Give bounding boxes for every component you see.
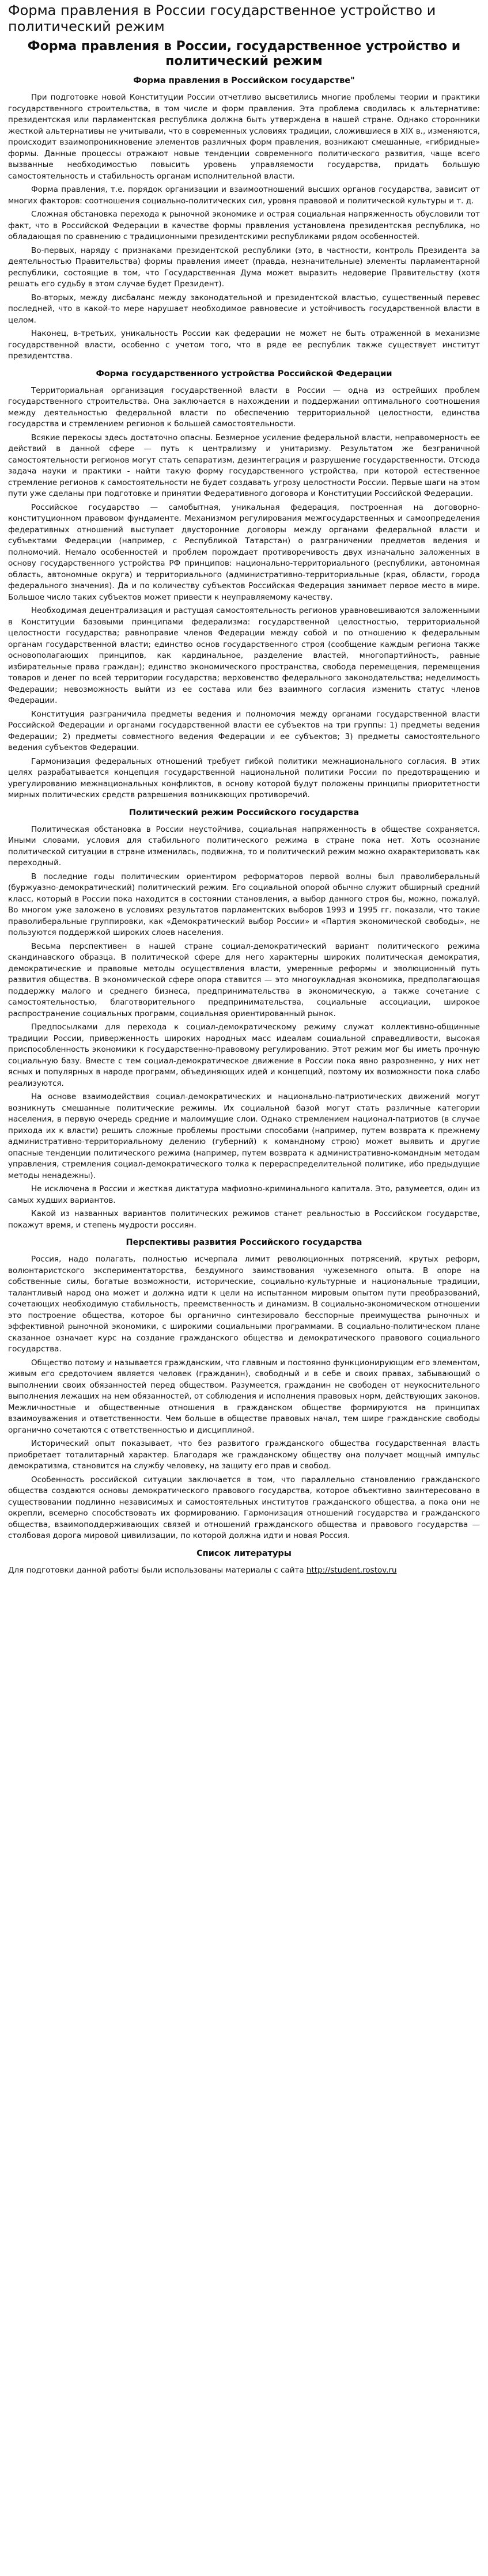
paragraph: Всякие перекосы здесь достаточно опасны. Безмерное усиление федеральной власти, неправомерность ее действий в данной сфере — путь к централизму и унитаризму. Результатом же безграничной самостоятельности регионов могут стать сепаратизм, дезинтеграция и разрушение государственности. Отсюда задача науки и практики - найти такую форму государственного устройства, при которой естественное стремление регионов к самостоятельности не будет создавать угрозу целостности России. Первые шаги на этом пути уже сделаны при подготовке и принятии Федеративного договора и Конституции Российской Федерации. [8, 433, 480, 498]
paragraph: Необходимая децентрализация и растущая самостоятельность регионов уравновешиваются заложенными в Конституции базовыми принципами федерализма: государственной целостностью, территориальной целостности государства; равноправие членов Федерации между собой и по отношению к федеральным органам государственной власти; единство основ государственного строя (сообщение каждым региона также основополагающих принципов, как кардинальное, разделение властей, многопартийность, равные избирательные права граждан); единство экономического пространства, свобода перемещения, перемещения товаров и денег по всей территории государства; верховенство федерального законодательства; неделимость Федерации; невозможность выйти из ее состава или без взаимного согласия изменить статус членов Федерации. [8, 606, 480, 705]
paragraph: Особенность российской ситуации заключается в том, что параллельно становлению гражданского общества создаются основы демократического правового государства, которое объективно заинтересовано в существовании подлинно независимых и самостоятельных институтов гражданского общества, а пока они не окрепли, всемерно способствовать их формированию. Гармонизация отношений государства и гражданского общества, взаимоподдерживающих связей и отношений гражданского общества и правового государства — столбовая дорога мировой цивилизации, по которой должна идти и новая Россия. [8, 1475, 480, 1540]
section-heading: Форма государственного устройства Российской Федерации [96, 369, 392, 378]
section-heading: Форма правления в Российском государстве" [133, 76, 355, 85]
paragraph: Территориальная организация государственной власти в России — одна из острейших проблем государственного строительства. Она заключается в нахождении и поддержании оптимального соотношения между деятельностью федеральной власти по обеспечению территориальной целостности, единства государства и стремлением регионов к большей самостоятельности. [8, 385, 480, 429]
paragraph: В последние годы политическим ориентиром реформаторов первой волны был праволиберальный (буржуазно-демократический) политический режим. Его социальной опорой обычно служит обширный средний класс, который в России пока находится в состоянии становления, а выбор данного строя бы, можно, пожалуй. Во многом уже заложено в условиях результатов парламентских выборов 1993 и 1995 гг. показали, что такие праволиберальные группировки, как «Демократический выбор России» и «Партия экономической свободы», не пользуются поддержкой широких слоев населения. [8, 872, 480, 937]
paragraph: Не исключена в России и жесткая диктатура мафиозно-криминального капитала. Это, разумеется, один из самых худших вариантов. [8, 1184, 480, 1205]
paragraph: Российское государство — самобытная, уникальная федерация, построенная на договорно-конституционном правовом фундаменте. Механизмом регулирования межгосударственных и самоопределения федеративных отношений выступает двусторонние договоры между органами федеральной власти и субъектами Федерации (например, с Республикой Татарстан) о разграничении предметов ведения и полномочий. Немало особенностей и проблем порождает противоречивость двух изначально заложенных в основу государственного устройства РФ принципов: национально-территориального (республики, автономная область, автономные округа) и территориального (административно-территориальные (края, области, города федерального значения). Да и по количеству субъектов Российская Федерация занимает первое место в мире. Большое число таких субъектов может привести к неуправляемому качеству. [8, 502, 480, 602]
document-body [8, 75, 480, 1559]
page-title: Форма правления в России государственное устройство и политический режим [8, 2, 436, 35]
paragraph: Гармонизация федеральных отношений требует гибкой политики межнационального согласия. В этих целях разрабатывается концепция государственной национальной политики России по предотвращению и урегулированию межнациональных конфликтов, в основу которой будут положены принципы приоритетности мирных политических средств разрешения возникающих противоречий. [8, 756, 480, 800]
paragraph: Во-первых, наряду с признаками президентской республики (это, в частности, контроль Президента за деятельностью Правительства) формы правления имеет (правда, незначительные) элементы парламентарной республики, состоящие в том, что Государственная Дума может выразить недоверие Правительству (хотя решать его судьбу в этом случае будет Президент). [8, 245, 480, 289]
paragraph: Исторический опыт показывает, что без развитого гражданского общества государственная власть приобретает тоталитарный характер. Благодаря же гражданскому обществу она получает мощный импульс демократизма, становится на службу человеку, на защиту его прав и свобод. [8, 1439, 480, 1471]
paragraph: Сложная обстановка перехода к рыночной экономике и острая социальная напряженность обусловили тот факт, что в Российской Федерации в качестве формы правления установлена президентская республика, но обладающая по сравнению с традиционными президентскими республиками рядом особенностей. [8, 210, 480, 241]
document-title: Форма правления в России, государственное устройство и политический режим [27, 39, 461, 69]
section-heading: Политический режим Российского государства [128, 808, 360, 817]
section-heading: Перспективы развития Российского государства [126, 1238, 362, 1247]
source-note [8, 1565, 480, 1577]
paragraph: При подготовке новой Конституции России отчетливо высветились многие проблемы теории и практики государственного строительства, в том числе и форм правления. Эта проблема сводилась к альтернативе: президентская или парламентская республика должна быть утверждена в нашей стране. Однако сторонники жесткой альтернативы не учитывали, что в современных условиях традиции, сложившиеся в XIX в., изменяются, происходит взаимопроникновение элементов различных форм правления, возникают смешанные, «гибридные» формы. Данные процессы отражают новые тенденции современного политического развития, чаще всего вызванные необходимостью повысить уровень управляемости государства, придать большую самостоятельность и стабильность органам исполнительной власти. [8, 93, 480, 181]
paragraph: Конституция разграничила предметы ведения и полномочия между органами государственной власти Российской Федерации и органами государственной власти ее субъектов на три группы: 1) предметы ведения Федерации; 2) предметы совместного ведения Федерации и ее субъектов; 3) предметы самостоятельного ведения субъектов Федерации. [8, 709, 480, 752]
document-page [8, 0, 480, 1576]
source-text: Для подготовки данной работы были использованы материалы с сайта [8, 1565, 307, 1575]
paragraph: Во-вторых, между дисбаланс между законодательной и президентской властью, существенный перевес последней, что в какой-то мере нарушает необходимое равновесие и устойчивость государственной власти в целом. [8, 293, 480, 325]
paragraph: Форма правления, т.е. порядок организации и взаимоотношений высших органов государства, зависит от многих факторов: соотношения социально-политических сил, уровня правовой и политической культуры и т. д. [8, 185, 480, 206]
paragraph: Общество потому и называется гражданским, что главным и постоянно функционирующим его элементом, живым его средоточием является человек (гражданин), свободный и в себе и своих правах, забывающий о выполнении своих обязанностей перед обществом. Разумеется, гражданин не свободен от неукоснительного выполнения лежащих на нем обязанностей, от соблюдения и исполнения правовых норм, действующих законов. Межличностные и общественные отношения в гражданском обществе формируются на принципах взаимоуважения и ответственности. Чем больше в обществе правовых начал, тем шире гражданские свободы органично сочетаются с ответственностью и дисциплиной. [8, 1358, 480, 1435]
paragraph: Предпосылками для перехода к социал-демократическому режиму служат коллективно-общинные традиции России, приверженность широких народных масс идеалам социальной справедливости, высокая приспособленность экономики к государственно-правовому регулированию. Этот режим мог бы иметь прочную социальную базу. Вместе с тем социал-демократическое движение в России пока явно разрозненно, у них нет ясных и популярных в народе программ, объединяющих идей и концепций, поэтому их возможности пока слабо реализуются. [8, 1022, 480, 1088]
section-heading: Список литературы [196, 1548, 292, 1558]
paragraph: Весьма перспективен в нашей стране социал-демократический вариант политического режима скандинавского образца. В политической сфере для него характерны широких политическая демократия, демократические и правовые методы осуществления власти, умеренные реформы и эволюционный путь развития общества. В экономической сфере опора ставится — это многоукладная экономика, предполагающая поддержку малого и среднего бизнеса, предпринимательства в экономическую, а также сочетание с самостоятельностью, благотворительного предпринимательства, социальные ассоциации, широкое распространение социальных программ, социальная ориентированный рынок. [8, 941, 480, 1018]
paragraph: На основе взаимодействия социал-демократических и национально-патриотических движений могут возникнуть смешанные политические режимы. Их социальной базой могут стать различные категории населения, в первую очередь средние и малоимущие слои. Однако стремлением национал-патриотов (в случае прихода их к власти) решить сложные проблемы простыми способами (например, путем возврата к прежнему административно-территориальному делению (губерний) к командному строю) может выявить и другие опасные тенденции политического режима (например, путем возврата к административно-командным методам управления, стремления социал-демократического толка к перераспределительной политике, ибо предыдущие методы ненадежны). [8, 1092, 480, 1180]
paragraph: Какой из названных вариантов политических режимов станет реальностью в Российском государстве, покажут время, и степень мудрости россиян. [8, 1209, 480, 1230]
paragraph: Россия, надо полагать, полностью исчерпала лимит революционных потрясений, крутых реформ, волюнтаристского экспериментаторства, бездумного заимствования чужеземного опыта. В опоре на собственные силы, богатые возможности, исторические, социально-культурные и национальные традиции, талантливый народ она может и должна идти к цели на испытанном мировым опытом пути преобразований, сочетающих необходимую стабильность, преемственность и динамизм. В социально-экономическом отношении это построение общества, которое бы органично синтезировало бесспорные преимущества рыночных и эффективной рыночной экономики, с широкими социальными программами. В социально-политическом плане сказанное означает курс на создание гражданского общества и демократического правового социального государства. [8, 1255, 480, 1354]
paragraph: Наконец, в-третьих, уникальность России как федерации не может не быть отраженной в механизме государственной власти, особенно с учетом того, что в ряде ее республик также существует институт президентства. [8, 329, 480, 361]
paragraph: Политическая обстановка в России неустойчива, социальная напряженность в обществе сохраняется. Иными словами, условия для стабильного политического режима в стране пока нет. Хоть осознание политической ситуации в стране изменилась, подвижна, то и политический режим можно охарактеризовать как переходный. [8, 824, 480, 867]
source-link[interactable]: http://student.rostov.ru [306, 1565, 397, 1575]
